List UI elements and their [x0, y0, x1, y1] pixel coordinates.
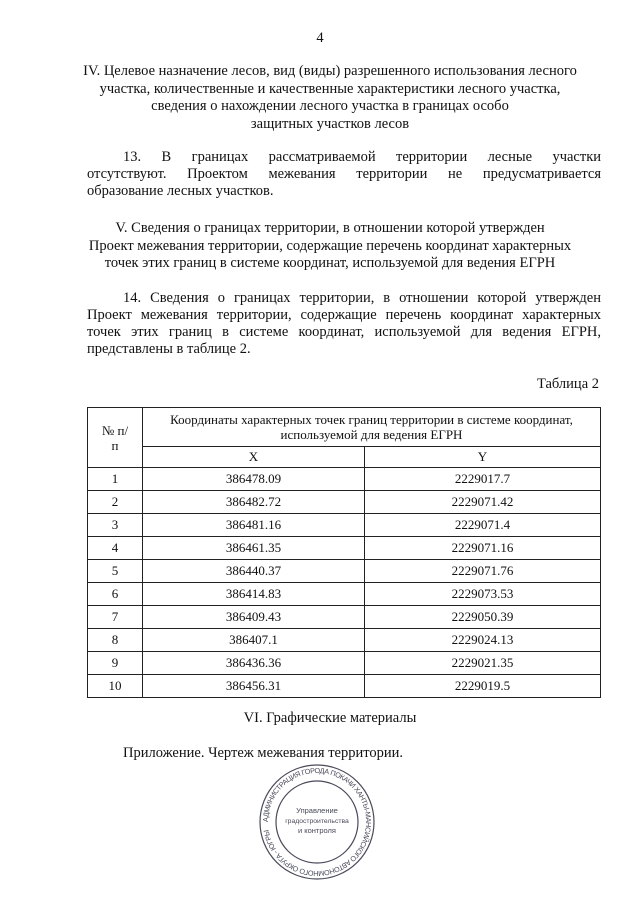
cell-y: 2229024.13: [365, 629, 601, 652]
cell-y: 2229071.16: [365, 537, 601, 560]
cell-x: 386456.31: [143, 675, 365, 698]
cell-y: 2229019.5: [365, 675, 601, 698]
cell-x: 386481.16: [143, 514, 365, 537]
cell-y: 2229071.4: [365, 514, 601, 537]
column-header-y: Y: [365, 447, 601, 468]
table-row: [88, 652, 601, 675]
paragraph-line: представлены в таблице 2.: [87, 341, 251, 357]
cell-x: 386409.43: [143, 606, 365, 629]
heading-line: сведения о нахождении лесного участка в границах особо: [151, 98, 509, 114]
table-body: [88, 468, 601, 698]
cell-y: 2229071.76: [365, 560, 601, 583]
cell-number: 7: [88, 606, 143, 629]
cell-y: 2229050.39: [365, 606, 601, 629]
table-caption: Таблица 2: [536, 376, 599, 392]
cell-y: 2229073.53: [365, 583, 601, 606]
heading-line: Проект межевания территории, содержащие перечень координат характерных: [88, 237, 572, 254]
cell-y: 2229071.42: [365, 491, 601, 514]
coordinates-table: [87, 407, 601, 698]
heading-line: V. Сведения о границах территории, в отношении которой утвержден: [115, 220, 545, 236]
appendix-line: Приложение. Чертеж межевания территории.: [123, 745, 404, 761]
table-row: [88, 583, 601, 606]
paragraph-line: 13. В границах рассматриваемой территории лесные участки: [123, 149, 601, 165]
paragraph-line: образование лесных участков.: [87, 183, 274, 199]
seal-center-line: градостроительства: [285, 818, 349, 825]
cell-y: 2229017.7: [365, 468, 601, 491]
table-row: [88, 675, 601, 698]
cell-number: 10: [88, 675, 143, 698]
paragraph-13: [87, 149, 601, 200]
cell-number: 4: [88, 537, 143, 560]
paragraph-14: [87, 290, 601, 358]
table-row: [88, 468, 601, 491]
page-number: 4: [316, 30, 324, 46]
column-header-x: X: [143, 447, 365, 468]
cell-number: 8: [88, 629, 143, 652]
table-row: [88, 560, 601, 583]
cell-x: 386478.09: [143, 468, 365, 491]
seal-center-line: и контроля: [297, 826, 337, 835]
table-row: [88, 537, 601, 560]
column-header-coordinates: Координаты характерных точек границ территории в системе координат, используемой для ведения ЕГРН: [143, 408, 601, 447]
cell-number: 6: [88, 583, 143, 606]
cell-x: 386482.72: [143, 491, 365, 514]
table-row: [88, 629, 601, 652]
cell-x: 386461.35: [143, 537, 365, 560]
seal-ring-text: АДМИНИСТРАЦИЯ ГОРОДА ПОКАЧИ ХАНТЫ-МАНСИЙСКОГО АВТОНОМНОГО ОКРУГА - ЮГРЫ: [260, 765, 374, 879]
cell-number: 5: [88, 560, 143, 583]
heading-line: точек этих границ в системе координат, используемой для ведения ЕГРН: [104, 255, 556, 271]
heading-line: участка, количественные и качественные характеристики лесного участка,: [99, 80, 561, 97]
table-row: [88, 606, 601, 629]
column-header-number-text: № п/п: [101, 422, 129, 453]
official-seal: [258, 763, 376, 881]
paragraph-line: Проект межевания территории, содержащие перечень координат характерных: [87, 307, 601, 323]
table-row: [88, 491, 601, 514]
section-6-heading: VI. Графические материалы: [243, 710, 417, 726]
cell-x: 386407.1: [143, 629, 365, 652]
heading-line: IV. Целевое назначение лесов, вид (виды) разрешенного использования лесного: [83, 63, 577, 79]
cell-y: 2229021.35: [365, 652, 601, 675]
table-row: [88, 514, 601, 537]
paragraph-line: 14. Сведения о границах территории, в отношении которой утвержден: [123, 290, 601, 306]
section-4-heading: [70, 63, 590, 133]
seal-center-line: Управление: [296, 806, 338, 815]
cell-x: 386440.37: [143, 560, 365, 583]
section-5-heading: [70, 220, 590, 273]
cell-number: 1: [88, 468, 143, 491]
heading-line: защитных участков лесов: [250, 115, 410, 132]
column-header-number: [88, 408, 143, 468]
paragraph-line: точек этих границ в системе координат, используемой для ведения ЕГРН,: [87, 324, 601, 340]
cell-number: 9: [88, 652, 143, 675]
paragraph-line: отсутствуют. Проектом межевания территории не предусматривается: [87, 166, 601, 182]
cell-x: 386436.36: [143, 652, 365, 675]
cell-number: 2: [88, 491, 143, 514]
cell-x: 386414.83: [143, 583, 365, 606]
cell-number: 3: [88, 514, 143, 537]
